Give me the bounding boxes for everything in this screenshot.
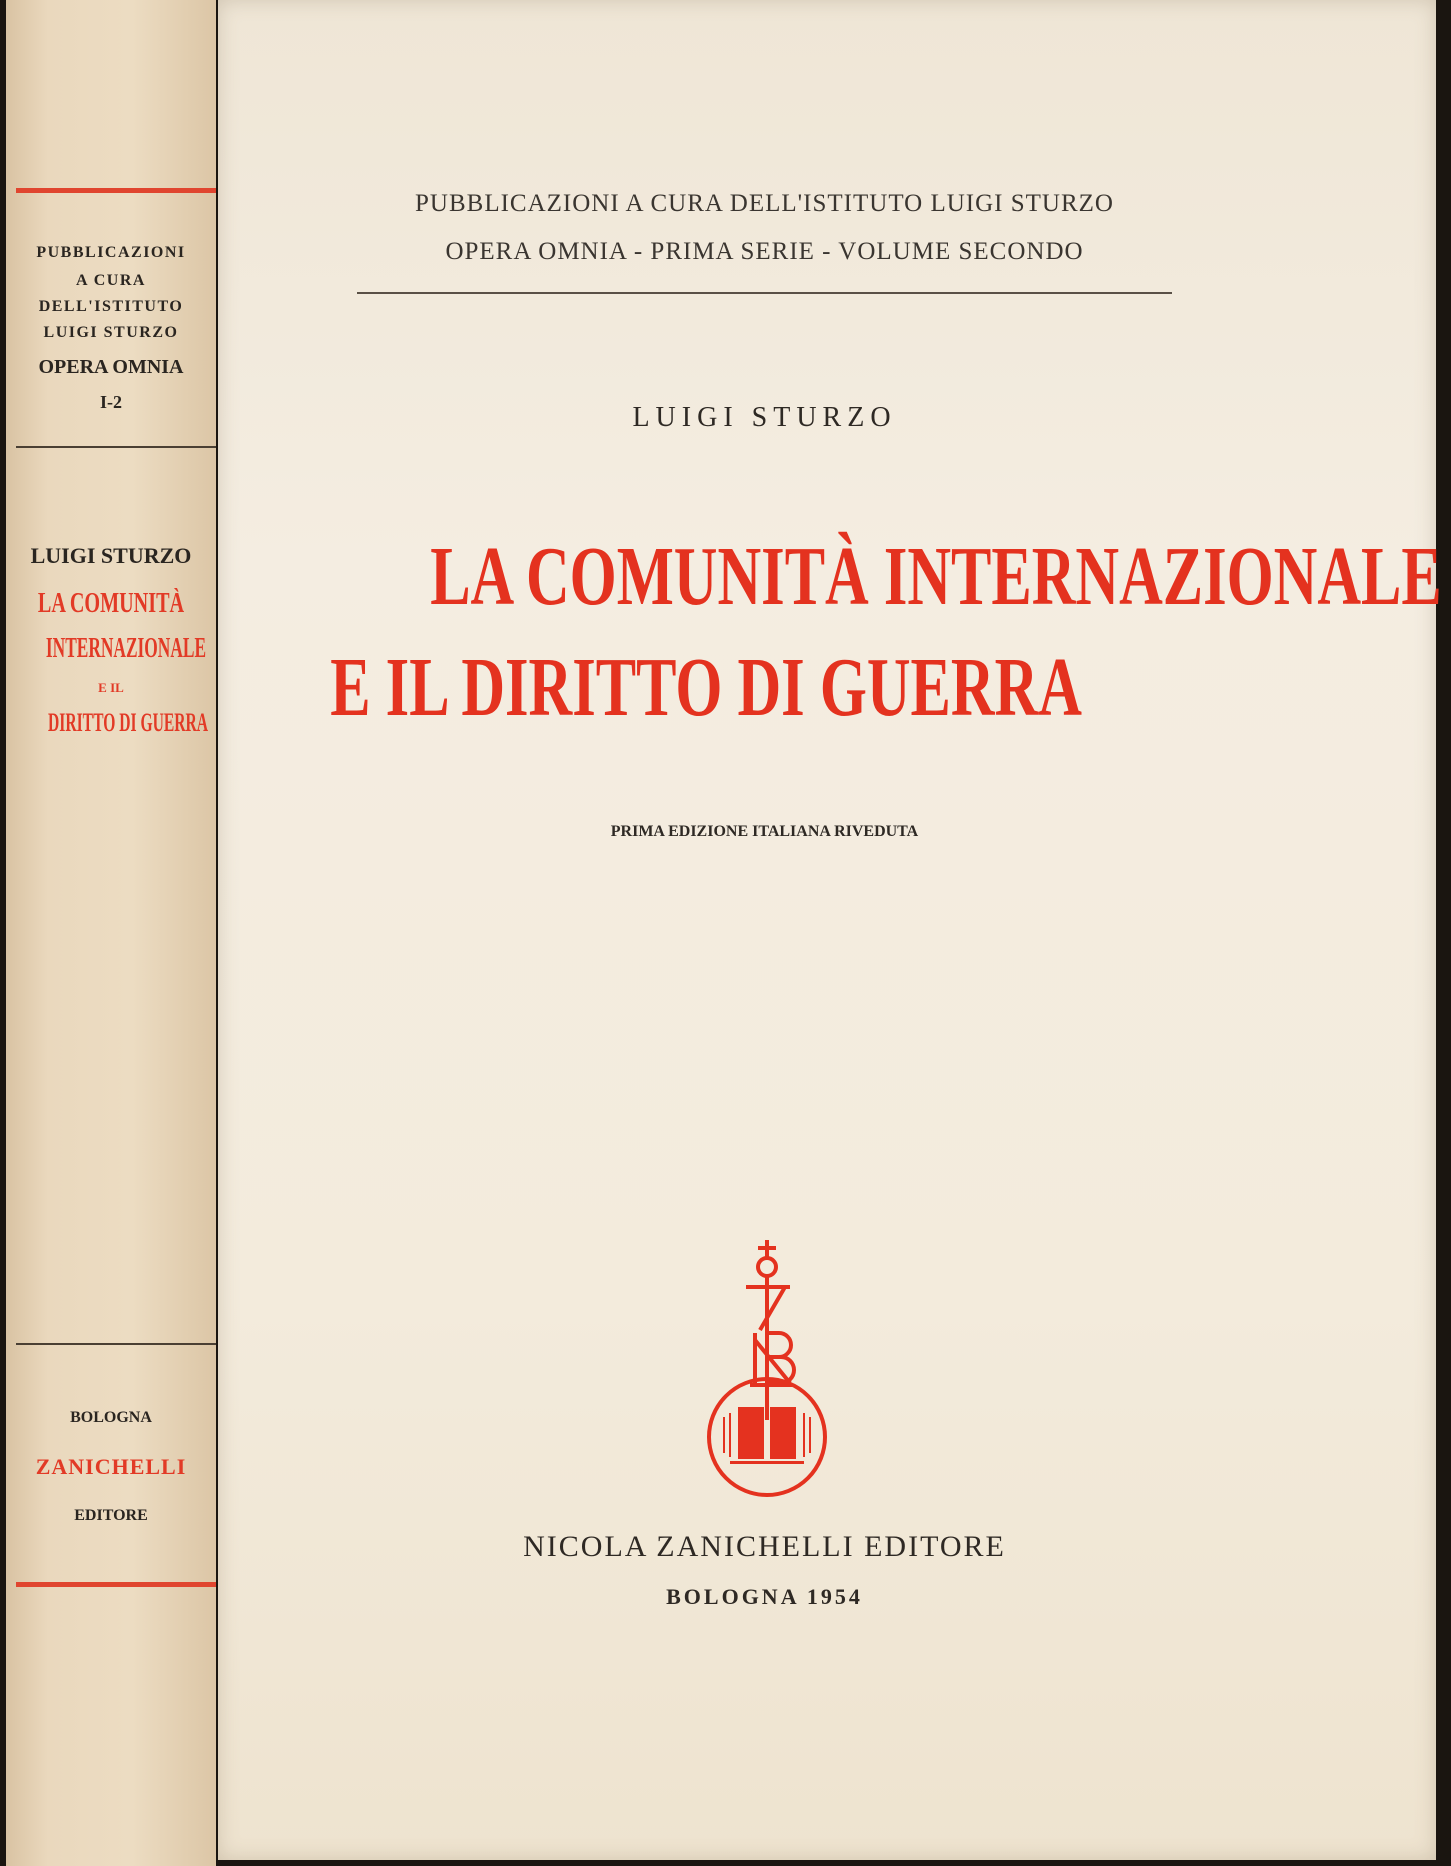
spine-publisher: ZANICHELLI xyxy=(35,1454,187,1479)
spine-top-red-rule xyxy=(16,188,216,193)
spine-series-line: LUIGI STURZO xyxy=(43,324,179,341)
series-line-1: PUBBLICAZIONI A CURA DELL'ISTITUTO LUIGI STURZO xyxy=(415,190,1114,217)
spine-title-line: LA COMUNITÀ xyxy=(37,588,185,619)
title-line-2: E IL DIRITTO DI GUERRA xyxy=(330,641,1082,734)
spine-divider xyxy=(16,446,216,448)
edition-note: PRIMA EDIZIONE ITALIANA RIVEDUTA xyxy=(610,823,919,840)
publisher-name: NICOLA ZANICHELLI EDITORE xyxy=(523,1530,1006,1563)
spine-title-line: INTERNAZIONALE xyxy=(45,633,207,664)
spine-series-line: A CURA xyxy=(76,272,146,289)
front-cover xyxy=(218,0,1442,1860)
spine-publisher-role: EDITORE xyxy=(74,1507,148,1524)
book-spine xyxy=(6,0,216,1866)
spine-title-line: E IL xyxy=(98,680,124,695)
series-line-2: OPERA OMNIA - PRIMA SERIE - VOLUME SECONDO xyxy=(445,238,1084,265)
spine-author: LUIGI STURZO xyxy=(30,543,192,568)
spine-divider xyxy=(16,1343,216,1345)
title-line-1: LA COMUNITÀ INTERNAZIONALE xyxy=(430,530,1442,623)
header-rule xyxy=(357,292,1172,294)
spine-volume: I-2 xyxy=(100,392,122,412)
author-name: LUIGI STURZO xyxy=(632,402,897,433)
spine-title-line: DIRITTO DI GUERRA xyxy=(47,708,209,737)
spine-city: BOLOGNA xyxy=(70,1409,152,1426)
place-and-year: BOLOGNA 1954 xyxy=(666,1584,863,1609)
spine-collection: OPERA OMNIA xyxy=(38,356,184,378)
spine-series-line: PUBBLICAZIONI xyxy=(36,244,186,261)
spine-series-line: DELL'ISTITUTO xyxy=(38,298,184,315)
spine-bottom-red-rule xyxy=(16,1582,216,1587)
publisher-logo-icon xyxy=(700,1235,835,1515)
